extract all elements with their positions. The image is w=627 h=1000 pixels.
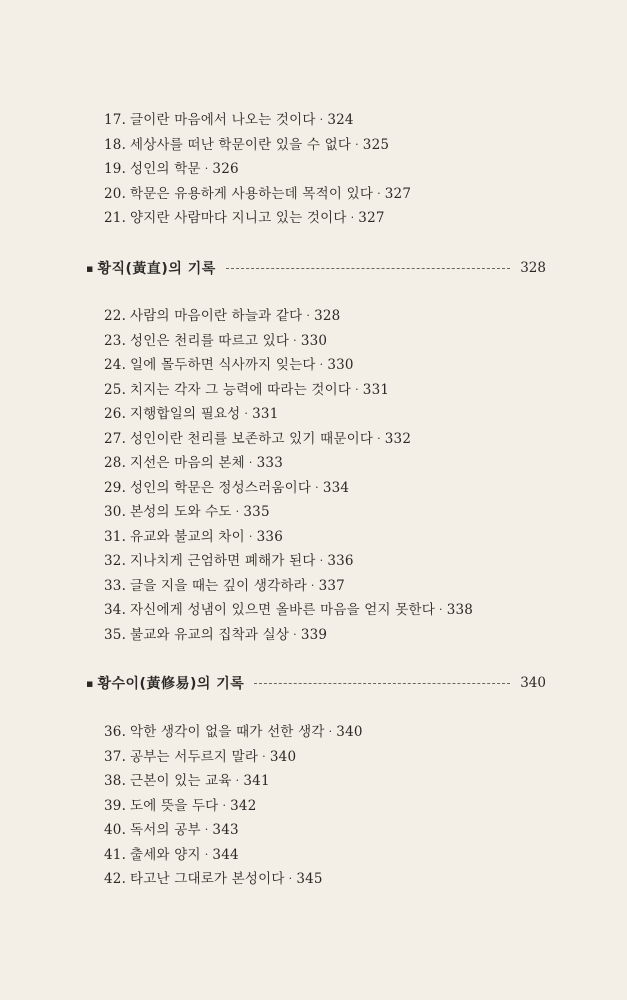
- entry-page-number: 334: [322, 479, 350, 496]
- toc-entry: [104, 133, 411, 158]
- section-page-number: 328: [520, 260, 546, 276]
- entry-title: 세상사를 떠난 학문이란 있을 수 없다: [130, 136, 352, 153]
- toc-entry: [104, 182, 411, 207]
- entry-page-number: 338: [446, 602, 474, 618]
- entry-title: 불교와 유교의 집착과 실상: [130, 626, 290, 643]
- entry-page-number: 335: [243, 504, 270, 520]
- entry-number: 36.: [104, 724, 127, 740]
- toc-entry: [104, 525, 473, 550]
- entry-title: 성인은 천리를 따르고 있다: [130, 332, 290, 349]
- entry-number: 17.: [104, 112, 127, 128]
- entry-number: 20.: [104, 185, 127, 202]
- separator-dot: ·: [355, 382, 359, 396]
- toc-entry: [104, 206, 411, 231]
- entry-number: 26.: [104, 406, 127, 422]
- toc-entry: [104, 402, 473, 427]
- entry-number: 23.: [104, 332, 127, 349]
- separator-dot: ·: [244, 407, 249, 421]
- entry-number: 27.: [104, 430, 127, 447]
- entry-number: 22.: [104, 308, 127, 324]
- toc-entry: [104, 353, 473, 378]
- section-title: 황직(黃直)의 기록: [97, 261, 216, 277]
- entry-title: 독서의 공부: [130, 822, 201, 838]
- toc-entry: [104, 623, 473, 648]
- entry-title: 치지는 각자 그 능력에 따라는 것이다: [130, 381, 352, 398]
- entry-number: 18.: [104, 136, 127, 153]
- entry-number: 30.: [104, 504, 127, 520]
- separator-dot: ·: [293, 333, 297, 347]
- toc-entry: [104, 794, 363, 819]
- entry-page-number: 340: [336, 724, 363, 740]
- entry-number: 41.: [104, 846, 127, 863]
- entry-page-number: 333: [256, 455, 283, 471]
- entry-page-number: 336: [256, 528, 283, 545]
- separator-dot: ·: [222, 798, 227, 812]
- entry-page-number: 340: [269, 748, 297, 765]
- entry-number: 34.: [104, 602, 127, 618]
- entry-page-number: 344: [212, 846, 239, 863]
- separator-dot: ·: [204, 847, 209, 861]
- entry-number: 42.: [104, 871, 127, 887]
- toc-entry: [104, 500, 473, 525]
- separator-dot: ·: [306, 309, 311, 323]
- toc-group-2: [104, 304, 473, 647]
- toc-entry: [104, 427, 473, 452]
- entry-title: 양지란 사람마다 지니고 있는 것이다: [130, 210, 347, 226]
- section-heading-hwang-jik: [86, 258, 546, 278]
- separator-dot: ·: [235, 774, 240, 788]
- leader-dashes: [226, 268, 510, 269]
- entry-title: 글이란 마음에서 나오는 것이다: [130, 112, 316, 128]
- section-bullet-icon: ▪: [86, 676, 94, 690]
- entry-number: 33.: [104, 577, 127, 594]
- entry-page-number: 331: [362, 381, 390, 398]
- toc-entry: [104, 157, 411, 182]
- toc-entry: [104, 769, 363, 794]
- entry-page-number: 345: [296, 871, 323, 887]
- separator-dot: ·: [350, 211, 355, 225]
- toc-entry: [104, 720, 363, 745]
- entry-title: 공부는 서두르지 말라: [130, 748, 259, 765]
- separator-dot: ·: [248, 456, 253, 470]
- toc-entry: [104, 329, 473, 354]
- entry-title: 근본이 있는 교육: [130, 773, 232, 789]
- entry-page-number: 326: [212, 161, 239, 177]
- entry-title: 성인의 학문은 정성스러움이다: [130, 479, 312, 496]
- entry-number: 35.: [104, 626, 127, 643]
- entry-title: 본성의 도와 수도: [130, 504, 232, 520]
- toc-entry: [104, 574, 473, 599]
- entry-number: 28.: [104, 455, 127, 471]
- toc-entry: [104, 598, 473, 623]
- entry-page-number: 327: [358, 210, 385, 226]
- entry-number: 29.: [104, 479, 127, 496]
- entry-number: 31.: [104, 528, 127, 545]
- separator-dot: ·: [310, 578, 315, 592]
- toc-entry: [104, 745, 363, 770]
- toc-entry: [104, 867, 363, 892]
- leader-dashes: [254, 683, 510, 684]
- entry-page-number: 325: [362, 136, 390, 153]
- entry-title: 사람의 마음이란 하늘과 같다: [130, 308, 303, 324]
- entry-page-number: 331: [252, 406, 279, 422]
- separator-dot: ·: [319, 113, 324, 127]
- entry-number: 21.: [104, 210, 127, 226]
- entry-page-number: 328: [314, 308, 341, 324]
- entry-page-number: 339: [300, 626, 328, 643]
- separator-dot: ·: [204, 162, 209, 176]
- separator-dot: ·: [439, 603, 443, 617]
- entry-title: 지행합일의 필요성: [130, 406, 241, 422]
- separator-dot: ·: [355, 137, 359, 151]
- separator-dot: ·: [204, 823, 209, 837]
- entry-title: 도에 뜻을 두다: [130, 797, 219, 814]
- entry-page-number: 337: [318, 577, 345, 594]
- entry-title: 타고난 그대로가 본성이다: [130, 871, 285, 887]
- separator-dot: ·: [377, 186, 381, 200]
- section-page-number: 340: [520, 675, 546, 691]
- toc-group-3: [104, 720, 363, 892]
- entry-number: 25.: [104, 381, 127, 398]
- entry-page-number: 327: [384, 185, 412, 202]
- separator-dot: ·: [288, 872, 293, 886]
- toc-group-1: [104, 108, 411, 231]
- toc-entry: [104, 451, 473, 476]
- separator-dot: ·: [315, 480, 319, 494]
- toc-entry: [104, 818, 363, 843]
- separator-dot: ·: [235, 505, 240, 519]
- entry-title: 글을 지을 때는 깊이 생각하라: [130, 577, 307, 594]
- separator-dot: ·: [293, 627, 297, 641]
- entry-title: 지선은 마음의 본체: [130, 455, 245, 471]
- toc-entry: [104, 304, 473, 329]
- entry-number: 38.: [104, 773, 127, 789]
- separator-dot: ·: [328, 725, 333, 739]
- section-title: 황수이(黃修易)의 기록: [97, 676, 245, 692]
- entry-number: 19.: [104, 161, 127, 177]
- toc-entry: [104, 549, 473, 574]
- entry-title: 자신에게 성냄이 있으면 올바른 마음을 얻지 못한다: [130, 602, 436, 618]
- separator-dot: ·: [319, 554, 324, 568]
- entry-number: 37.: [104, 748, 127, 765]
- entry-title: 학문은 유용하게 사용하는데 목적이 있다: [130, 185, 374, 202]
- entry-title: 성인이란 천리를 보존하고 있기 때문이다: [130, 430, 374, 447]
- entry-page-number: 330: [327, 357, 354, 373]
- entry-page-number: 343: [212, 822, 239, 838]
- entry-title: 일에 몰두하면 식사까지 잊는다: [130, 357, 316, 373]
- entry-page-number: 341: [243, 773, 270, 789]
- toc-entry: [104, 476, 473, 501]
- section-bullet-icon: ▪: [86, 261, 94, 275]
- entry-title: 악한 생각이 없을 때가 선한 생각: [130, 724, 325, 740]
- separator-dot: ·: [262, 749, 266, 763]
- entry-title: 성인의 학문: [130, 161, 201, 177]
- entry-page-number: 332: [384, 430, 412, 447]
- entry-number: 32.: [104, 553, 127, 569]
- entry-page-number: 336: [327, 553, 354, 569]
- separator-dot: ·: [377, 431, 381, 445]
- entry-page-number: 324: [327, 112, 354, 128]
- entry-title: 지나치게 근엄하면 폐해가 된다: [130, 553, 316, 569]
- entry-number: 40.: [104, 822, 127, 838]
- entry-title: 유교와 불교의 차이: [130, 528, 245, 545]
- entry-number: 39.: [104, 797, 127, 814]
- toc-entry: [104, 378, 473, 403]
- entry-page-number: 342: [230, 797, 257, 814]
- separator-dot: ·: [319, 358, 324, 372]
- toc-entry: [104, 108, 411, 133]
- section-heading-hwang-su-i: [86, 673, 546, 693]
- entry-title: 출세와 양지: [130, 846, 201, 863]
- entry-page-number: 330: [300, 332, 328, 349]
- separator-dot: ·: [248, 529, 253, 543]
- toc-entry: [104, 843, 363, 868]
- entry-number: 24.: [104, 357, 127, 373]
